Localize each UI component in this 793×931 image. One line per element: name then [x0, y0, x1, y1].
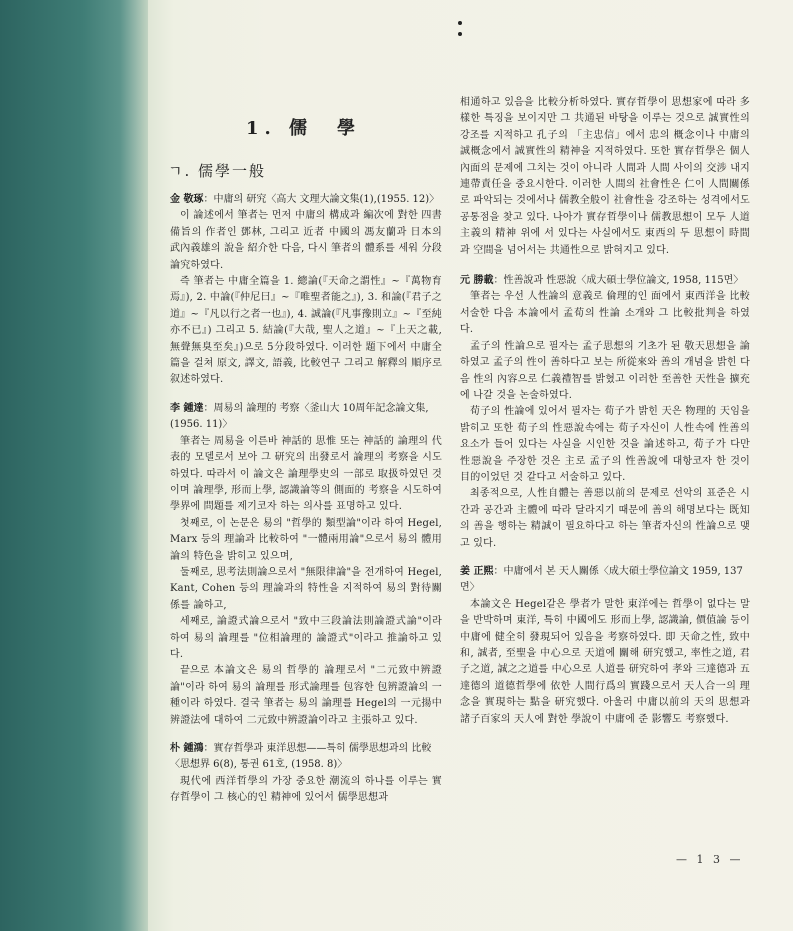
- left-column: [170, 192, 442, 807]
- ref-title: ：周易의 論理的 考察〈釜山大 10周年記念論文集, (1956. 11)〉: [170, 402, 429, 431]
- reference-entry: [170, 741, 442, 774]
- book-spine-background: [0, 0, 150, 931]
- ref-title: ：中庸에서 본 天人關係〈成大碩士學位論文 1959, 137면〉: [460, 565, 743, 594]
- ref-author: 李 鍾達: [170, 402, 204, 414]
- ink-mark: [458, 21, 462, 43]
- ref-title: ：中庸의 研究〈高大 文理大論文集(1),(1955. 12)〉: [203, 194, 440, 205]
- paragraph: 즉 筆者는 中庸全篇을 1. 總論(『天命之謂性』~『萬物育焉』), 2. 中論(『仲尼曰』~『唯聖者能之』), 3. 和論(『君子之道』~『凡以行之者一也』), 4. 誠論(『凡事豫則立』~『至純亦不已』) 그리고 5. 結論(『大哉, 聖人之道』~『上天之載, 無聲無臭至矣』)으로 5分段하였다. 이러한 題下에서 中庸全篇을 걸쳐 原文, 譯文, 語義, 比較연구 그리고 解釋의 順序로 叙述하였다.: [170, 276, 442, 386]
- ref-author: 元 勝載: [460, 275, 494, 287]
- paragraph: 荀子의 性論에 있어서 필자는 荀子가 밝힌 天은 物理的 天임을 밝히고 또한 荀子의 性惡說속에는 荀子자신이 人性속에 性善의 요소가 들어 있다는 사실을 시인한 것을 論述하고, 荀子가 다만 性惡說을 주장한 것은 主로 孟子의 性善說에 대항코자 한 것이 目的이었던 것 같다고 서술하고 있다.: [460, 406, 750, 483]
- paragraph: 筆者는 우선 人性論의 意義로 倫理的인 面에서 東西洋을 比較 서술한 다음 本論에서 孟荀의 性論 소개와 그 比較批判을 하였다.: [460, 291, 750, 336]
- paragraph: 現代에 西洋哲學의 가장 중요한 潮流의 하나를 이루는 實存哲學이 그 核心的인 精神에 있어서 儒學思想과: [170, 775, 442, 804]
- paragraph: 孟子의 性論으로 필자는 孟子思想의 기초가 된 敬天思想을 論하였고 孟子의 性이 善하다고 보는 所從來와 善의 개념을 밝힌 다음 性의 內容으로 仁義禮智를 밝혔고 이러한 至善한 天性을 擴充에 나갈 것을 논술하였다.: [460, 340, 750, 401]
- paragraph: 최종적으로, 人性自體는 善惡以前의 문제로 선악의 표준은 시간과 공간과 主體에 따라 달라지기 때문에 善의 해명보다는 既知의 善을 행하는 精誠이 필요하다고 하는 筆者자신의 性論으로 맺고 있다.: [460, 488, 750, 549]
- paragraph: 둘째로, 思考法則論으로서 "無限律論"을 전개하여 Hegel, Kant, Cohen 등의 理論과의 特性을 지적하여 易의 對待關係를 論하고,: [170, 566, 442, 611]
- paragraph: 세째로, 論證式論으로서 "致中三段論法則論證式論"이라 하여 易의 論理를 "位相論理的 論證式"이라고 推論하고 있다.: [170, 616, 442, 660]
- reference-entry: [170, 401, 442, 434]
- paragraph: 相通하고 있음을 比較分析하였다. 實存哲學이 思想家에 따라 多樣한 특징을 보이지만 그 共通된 바탕을 이루는 것으로 誠實性의 강조를 지적하고 孔子의 「主忠信」에서 忠의 概念이나 中庸의 誠概念에서 誠實性의 精神을 지적하였다. 또한 實存哲學은 個人內面의 문제에 그치는 것이 아니라 人間과 人間 사이의 交涉 내지 連帶責任을 중요시한다. 이러한 人間의 社會性은 仁이 人間關係로 파악되는 것에서나 儒教全般이 社會性을 강조하는 성격에서도 공통점을 찾고 있다. 나아가 實存哲學이나 儒教思想이 모두 人道主義의 精神 위에 서 있다는 사실에서도 東西의 두 思想이 時間과 空間을 넘어서는 共通性으로 밝혀지고 있다.: [460, 97, 750, 256]
- paragraph: 첫째로, 이 논문은 易의 "哲學的 類型論"이라 하여 Hegel, Marx 등의 理論과 比較하여 "一體兩用論"으로서 易의 體用論의 特色을 밝히고 있으며,: [170, 517, 442, 562]
- paragraph: 끝으로 本論文은 易의 哲學的 論理로서 "二元致中辨證論"이라 하여 易의 論理를 形式論理를 包容한 包辨證論의 一種이라 하였다. 결국 筆者는 易의 論理를 Hegel의 一元揚中辨證法에 대하여 二元致中辨證論이라고 主張하고 있다.: [170, 665, 442, 726]
- paragraph: 筆者는 周易을 이른바 神話的 思惟 또는 神話的 論理의 代表的 모델로서 보아 그 研究의 出發로서 論理의 考察을 시도하였다. 따라서 이 論文은 論理學史의 一部로 取扱하였던 것이며 論理學, 形而上學, 認識論等의 側面的 考察을 시도하여 學界에 問題를 제기코자 하는 의사를 표명하고 있다.: [170, 435, 442, 513]
- document-page: [148, 0, 793, 931]
- ref-author: 姜 正熙: [460, 565, 494, 577]
- reference-entry: [460, 564, 750, 597]
- subsection-title: ㄱ. 儒學一般: [168, 162, 267, 180]
- page-number: — 1 3 —: [676, 853, 744, 866]
- ref-title: ：實存哲學과 東洋思想——특히 儒學思想과의 比較〈思想界 6(8), 통권 61호, (1958. 8)〉: [170, 743, 432, 771]
- ref-author: 朴 鍾鴻: [170, 743, 204, 754]
- reference-entry: [460, 273, 750, 289]
- ref-title: ：性善說과 性惡說〈成大碩士學位論文, 1958, 115면〉: [493, 275, 744, 287]
- ref-author: 金 敬琢: [170, 194, 204, 205]
- paragraph: 이 論述에서 筆者는 먼저 中庸의 構成과 編次에 對한 四書備旨의 作者인 鄧林, 그리고 近者 中國의 馮友蘭과 日本의 武內義雄의 說을 紹介한 다음, 다시 筆者의 體系를 세워 分段論究하였다.: [170, 210, 442, 271]
- reference-entry: [170, 192, 442, 208]
- section-title: 1. 儒 學: [246, 118, 362, 139]
- right-column: [460, 95, 750, 728]
- paragraph: 本論文은 Hegel같은 學者가 말한 東洋에는 哲學이 없다는 말을 반박하며 東洋, 특히 中國에도 形而上學, 認識論, 價值論 등이 中庸에 健全히 發現되어 있음을 考察하였다. 即 天命之性, 致中和, 誠者, 至聖을 中心으로 天道에 關해 研究했고, 率性之道, 君子之道, 誠之之道를 中心으로 人道를 研究하여 孝와 三達德과 五達德의 道德哲學에 依한 人間行爲의 實踐으로서 天人合一의 理念을 實現하는 點을 研究했다. 아울러 中庸以前의 天의 思想과 諸子百家의 天人에 對한 學說이 中庸에 준 影響도 考察했다.: [460, 598, 750, 725]
